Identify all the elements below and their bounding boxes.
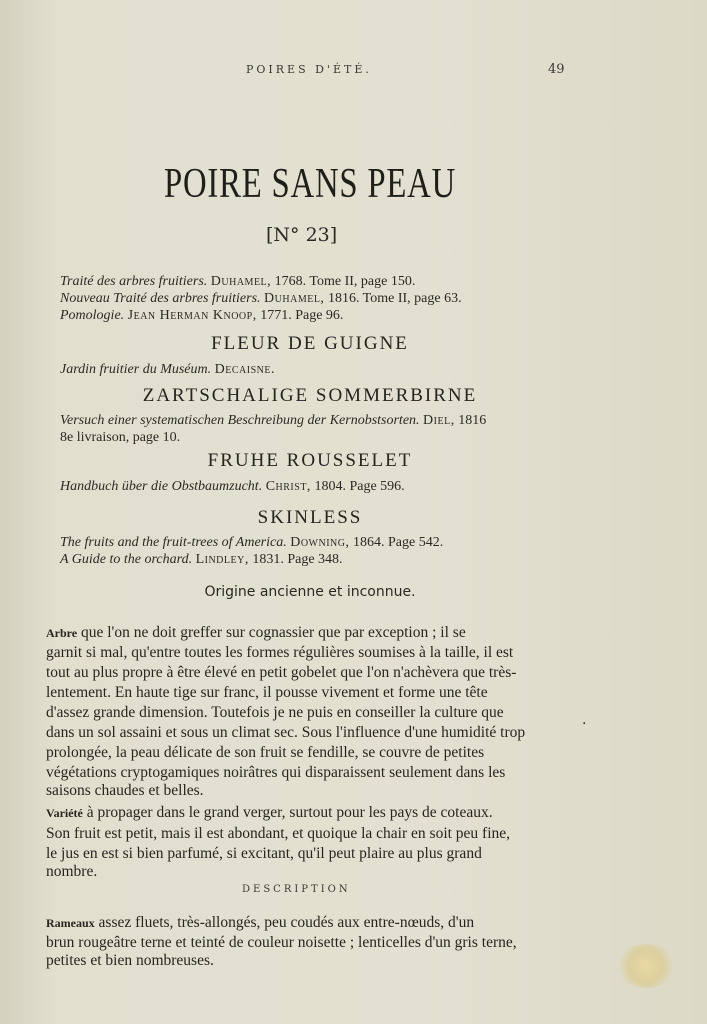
paragraph-line: garnit si mal, qu'entre toutes les formes régulières soumises à la taille, il est [46,644,514,661]
synonym-heading: SKINLESS [257,507,363,528]
paragraph-line: tout au plus propre à être élevé en petit gobelet que l'on n'achèvera que très- [46,664,517,681]
paragraph-line: le jus en est si bien parfumé, si excitant, qu'il peut plaire au plus grand [46,845,482,862]
paragraph-line: d'assez grande dimension. Toutefois je ne puis en conseiller la culture que [46,704,504,721]
paper-stain [616,944,676,988]
paragraph-line: nombre. [46,863,98,880]
paragraph-line: Variété à propager dans le grand verger, surtout pour les pays de coteaux. [46,804,493,821]
paragraph-line: saisons chaudes et belles. [46,782,204,799]
paragraph-line: Rameaux assez fluets, très-allongés, peu coudés aux entre-nœuds, d'un [46,914,475,931]
synonym-heading: ZARTSCHALIGE SOMMERBIRNE [142,385,478,406]
reference-line: 8e livraison, page 10. [60,430,181,445]
paragraph-line: brun rougeâtre terne et teinté de couleur noisette ; lenticelles d'un gris terne, [46,934,517,951]
reference-line: Pomologie. Jean Herman Knoop, 1771. Page 96. [60,308,344,323]
paragraph-line: lentement. En haute tige sur franc, il pousse vivement et forme une tête [46,684,488,701]
paragraph-line: dans un sol assaini et sous un climat sec. Sous l'influence d'une humidité trop [46,724,526,741]
paragraph-line: végétations cryptogamiques noirâtres qui disparaissent seulement dans les [46,764,506,781]
page-number: 49 [548,62,565,77]
paragraph-line: Son fruit est petit, mais il est abondant, et quoique la chair en soit peu fine, [46,825,511,842]
reference-line: A Guide to the orchard. Lindley, 1831. Page 348. [60,552,343,567]
paragraph-line: Arbre que l'on ne doit greffer sur cognassier que par exception ; il se [46,624,466,641]
reference-line: Nouveau Traité des arbres fruitiers. Duhamel, 1816. Tome II, page 63. [60,291,462,306]
running-head: POIRES D'ÉTÉ. [246,63,372,76]
reference-line: Jardin fruitier du Muséum. Decaisne. [60,362,275,377]
reference-line: Handbuch über die Obstbaumzucht. Christ, 1804. Page 596. [60,479,405,494]
page-title: POIRE SANS PEAU [163,161,457,207]
entry-number: [N° 23] [266,224,338,246]
paragraph-line: petites et bien nombreuses. [46,952,214,969]
reference-line: The fruits and the fruit-trees of America. Downing, 1864. Page 542. [60,535,444,550]
section-heading-description: DESCRIPTION [242,884,351,895]
reference-line: Versuch einer systematischen Beschreibung der Kernobstsorten. Diel, 1816 [60,413,487,428]
origin-line: Origine ancienne et inconnue. [204,584,416,600]
synonym-heading: FRUHE ROUSSELET [207,450,413,471]
ink-dot: . [582,712,587,728]
synonym-heading: FLEUR DE GUIGNE [211,333,409,354]
reference-line: Traité des arbres fruitiers. Duhamel, 1768. Tome II, page 150. [60,274,416,289]
paragraph-line: prolongée, la peau délicate de son fruit se fendille, se couvre de petites [46,744,485,761]
